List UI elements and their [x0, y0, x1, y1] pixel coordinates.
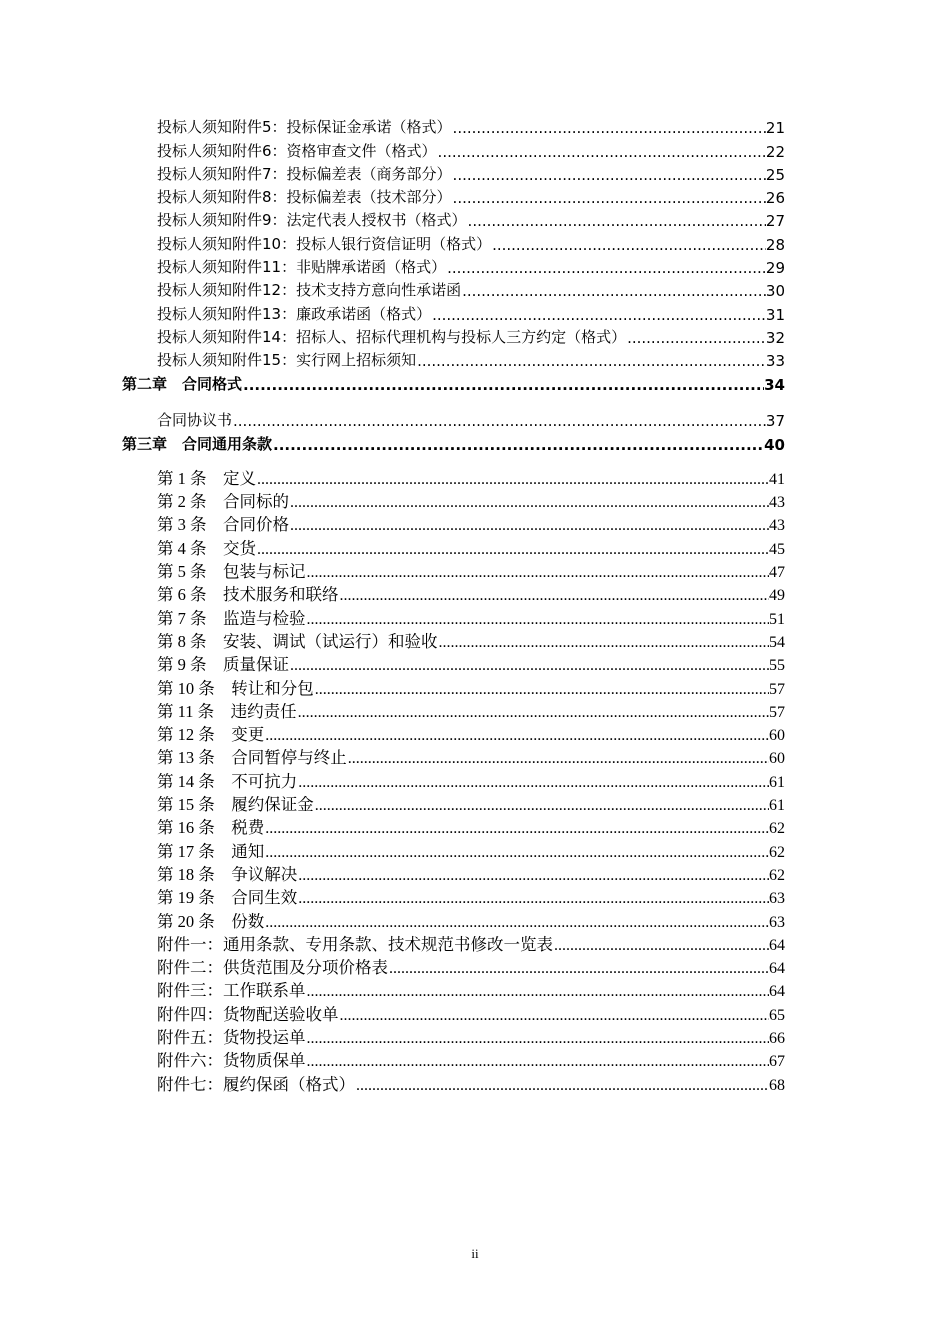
toc-leader-dots: [257, 541, 769, 559]
toc-leader-dots: [468, 212, 766, 230]
toc-entry-title: 投标人须知附件14：招标人、招标代理机构与投标人三方约定（格式）: [157, 327, 627, 346]
toc-entry-title: 投标人须知附件9：法定代表人授权书（格式）: [157, 211, 467, 230]
toc-leader-dots: [492, 236, 766, 254]
toc-page-number: 57: [769, 680, 785, 698]
toc-entry[interactable]: [157, 254, 785, 277]
toc-leader-dots: [554, 937, 769, 955]
toc-leader-dots: [307, 1053, 770, 1071]
toc-entry-title: 投标人须知附件10：投标人银行资信证明（格式）: [157, 234, 492, 253]
toc-entry[interactable]: [157, 184, 785, 207]
toc-chapter-entry[interactable]: [122, 430, 785, 454]
toc-entry-title: 第 7 条 监造与检验: [157, 608, 306, 628]
toc-entry[interactable]: [157, 512, 785, 535]
toc-entry[interactable]: [157, 955, 785, 978]
toc-leader-dots: [290, 657, 769, 675]
toc-leader-dots: [273, 436, 764, 454]
toc-leader-dots: [233, 412, 766, 430]
toc-page-number: 62: [769, 866, 785, 884]
toc-entry-title: 第二章 合同格式: [122, 375, 243, 394]
toc-page-number: 32: [765, 328, 785, 347]
toc-leader-dots: [290, 494, 769, 512]
toc-page-number: 57: [769, 703, 785, 721]
toc-entry[interactable]: [157, 114, 785, 137]
toc-entry[interactable]: [157, 792, 785, 815]
toc-leader-dots: [447, 259, 766, 277]
toc-page-number: 62: [769, 843, 785, 861]
toc-entry[interactable]: [157, 137, 785, 160]
toc-entry[interactable]: [157, 978, 785, 1001]
toc-entry-title: 附件六：货物质保单: [157, 1051, 306, 1071]
toc-page-number: 66: [769, 1029, 785, 1047]
toc-entry[interactable]: [157, 300, 785, 323]
toc-entry[interactable]: [157, 277, 785, 300]
toc-entry-title: 第 15 条 履约保证金: [157, 795, 314, 815]
toc-spacer: [0, 394, 950, 406]
toc-page-number: 30: [765, 282, 785, 301]
toc-page-number: 61: [769, 797, 785, 815]
toc-entry[interactable]: [157, 932, 785, 955]
toc-leader-dots: [389, 960, 769, 978]
toc-page-number: 45: [769, 540, 785, 558]
toc-entry[interactable]: [157, 1025, 785, 1048]
toc-leader-dots: [257, 471, 769, 489]
toc-entry[interactable]: [157, 406, 785, 429]
toc-leader-dots: [356, 1077, 769, 1095]
toc-leader-dots: [453, 119, 766, 137]
toc-leader-dots: [307, 611, 770, 629]
toc-entry[interactable]: [157, 652, 785, 675]
toc-entry[interactable]: [157, 1048, 785, 1071]
toc-leader-dots: [439, 634, 770, 652]
toc-entry-title: 第 6 条 技术服务和联络: [157, 585, 339, 605]
toc-entry-title: 附件三：工作联系单: [157, 981, 306, 1001]
toc-entry-title: 第 19 条 合同生效: [157, 888, 298, 908]
toc-entry[interactable]: [157, 862, 785, 885]
toc-page-number: 29: [765, 259, 785, 278]
toc-leader-dots: [265, 914, 769, 932]
toc-entry-title: 投标人须知附件13：廉政承诺函（格式）: [157, 304, 432, 323]
toc-leader-dots: [315, 681, 769, 699]
toc-page-number: 28: [765, 235, 785, 254]
toc-entry-title: 第 5 条 包装与标记: [157, 562, 306, 582]
toc-leader-dots: [307, 564, 770, 582]
toc-chapter-entry[interactable]: [122, 370, 785, 394]
toc-page-number: 34: [764, 376, 785, 395]
toc-page-number: 54: [769, 633, 785, 651]
toc-page-number: 68: [769, 1076, 785, 1094]
toc-entry[interactable]: [157, 489, 785, 512]
toc-leader-dots: [307, 1030, 770, 1048]
toc-entry-title: 第 9 条 质量保证: [157, 655, 289, 675]
toc-page-number: 64: [769, 983, 785, 1001]
toc-entry[interactable]: [157, 838, 785, 861]
toc-entry-title: 第 11 条 违约责任: [157, 701, 297, 721]
toc-page-number: 27: [765, 212, 785, 231]
toc-entry-title: 合同协议书: [157, 410, 233, 429]
toc-entry-title: 附件七：履约保函（格式）: [157, 1074, 355, 1094]
toc-leader-dots: [298, 867, 769, 885]
toc-leader-dots: [432, 306, 766, 324]
toc-entry[interactable]: [157, 466, 785, 489]
toc-leader-dots: [298, 774, 769, 792]
toc-entry[interactable]: [157, 629, 785, 652]
toc-leader-dots: [462, 282, 766, 300]
toc-entry-title: 附件二：供货范围及分项价格表: [157, 958, 388, 978]
toc-entry[interactable]: [157, 535, 785, 558]
toc-leader-dots: [298, 704, 769, 722]
toc-leader-dots: [627, 329, 766, 347]
toc-entry[interactable]: [157, 605, 785, 628]
toc-entry[interactable]: [157, 161, 785, 184]
toc-page-number: 64: [769, 936, 785, 954]
toc-entry-title: 第 3 条 合同价格: [157, 515, 289, 535]
toc-page-number: 61: [769, 773, 785, 791]
toc-page-number: 37: [765, 411, 785, 430]
toc-page-number: 43: [769, 517, 785, 535]
toc-page-number: 22: [765, 142, 785, 161]
toc-entry[interactable]: [157, 908, 785, 931]
toc-leader-dots: [290, 517, 769, 535]
table-of-contents: [0, 114, 950, 1095]
toc-page-number: 43: [769, 494, 785, 512]
toc-entry-title: 第 8 条 安装、调试（试运行）和验收: [157, 631, 438, 651]
toc-entry-title: 投标人须知附件5：投标保证金承诺（格式）: [157, 118, 452, 137]
toc-entry[interactable]: [157, 324, 785, 347]
toc-leader-dots: [265, 844, 769, 862]
toc-entry[interactable]: [157, 768, 785, 791]
toc-entry-title: 第 14 条 不可抗力: [157, 771, 298, 791]
toc-page-number: 63: [769, 913, 785, 931]
toc-page-number: 65: [769, 1006, 785, 1024]
toc-entry[interactable]: [157, 815, 785, 838]
toc-leader-dots: [340, 1007, 770, 1025]
toc-entry-title: 投标人须知附件15：实行网上招标须知: [157, 351, 417, 370]
toc-entry[interactable]: [157, 582, 785, 605]
toc-page-number: 41: [769, 470, 785, 488]
toc-entry-title: 第 10 条 转让和分包: [157, 678, 314, 698]
toc-entry-title: 第三章 合同通用条款: [122, 434, 273, 453]
toc-entry[interactable]: [157, 1071, 785, 1094]
toc-leader-dots: [453, 166, 766, 184]
toc-entry[interactable]: [157, 722, 785, 745]
toc-page-number: 49: [769, 587, 785, 605]
toc-entry-title: 投标人须知附件8：投标偏差表（技术部分）: [157, 188, 452, 207]
toc-entry-title: 第 16 条 税费: [157, 818, 265, 838]
toc-page-number: 31: [765, 305, 785, 324]
toc-page-number: 60: [769, 727, 785, 745]
toc-page-number: 67: [769, 1053, 785, 1071]
toc-entry-title: 附件五：货物投运单: [157, 1027, 306, 1047]
toc-page-number: 33: [765, 352, 785, 371]
toc-entry-title: 第 2 条 合同标的: [157, 492, 289, 512]
toc-leader-dots: [265, 820, 769, 838]
toc-entry-title: 投标人须知附件6：资格审查文件（格式）: [157, 141, 437, 160]
toc-entry-title: 投标人须知附件12：技术支持方意向性承诺函: [157, 281, 462, 300]
toc-leader-dots: [315, 797, 769, 815]
toc-page-number: 40: [764, 435, 785, 454]
toc-entry-title: 第 17 条 通知: [157, 841, 265, 861]
toc-leader-dots: [438, 143, 766, 161]
toc-entry[interactable]: [157, 885, 785, 908]
toc-entry-title: 第 18 条 争议解决: [157, 864, 298, 884]
toc-entry[interactable]: [157, 559, 785, 582]
toc-entry[interactable]: [157, 699, 785, 722]
toc-entry-title: 附件一：通用条款、专用条款、技术规范书修改一览表: [157, 934, 553, 954]
toc-leader-dots: [417, 352, 766, 370]
toc-leader-dots: [243, 376, 764, 394]
toc-entry-title: 第 12 条 变更: [157, 725, 265, 745]
toc-page-number: 62: [769, 820, 785, 838]
toc-leader-dots: [453, 189, 766, 207]
toc-entry-title: 第 4 条 交货: [157, 538, 256, 558]
toc-entry-title: 投标人须知附件11：非贴牌承诺函（格式）: [157, 258, 447, 277]
toc-leader-dots: [298, 890, 769, 908]
toc-entry[interactable]: [157, 1001, 785, 1024]
toc-entry[interactable]: [157, 347, 785, 370]
toc-page-number: 26: [765, 189, 785, 208]
toc-entry-title: 第 20 条 份数: [157, 911, 265, 931]
toc-page-number: 55: [769, 657, 785, 675]
toc-entry[interactable]: [157, 675, 785, 698]
toc-page-number: 47: [769, 564, 785, 582]
toc-leader-dots: [307, 983, 770, 1001]
toc-page-number: 63: [769, 890, 785, 908]
toc-leader-dots: [265, 727, 769, 745]
toc-entry[interactable]: [157, 745, 785, 768]
toc-entry[interactable]: [157, 230, 785, 253]
page-number-footer: ii: [471, 1246, 479, 1261]
toc-page-number: 51: [769, 610, 785, 628]
toc-spacer: [0, 454, 950, 466]
toc-entry-title: 投标人须知附件7：投标偏差表（商务部分）: [157, 164, 452, 183]
toc-entry[interactable]: [157, 207, 785, 230]
toc-page-number: 25: [765, 165, 785, 184]
toc-leader-dots: [348, 750, 769, 768]
toc-leader-dots: [340, 587, 770, 605]
toc-entry-title: 第 1 条 定义: [157, 468, 256, 488]
toc-entry-title: 第 13 条 合同暂停与终止: [157, 748, 347, 768]
toc-page-number: 21: [765, 119, 785, 138]
toc-page-number: 64: [769, 960, 785, 978]
toc-page-number: 60: [769, 750, 785, 768]
toc-entry-title: 附件四：货物配送验收单: [157, 1004, 339, 1024]
